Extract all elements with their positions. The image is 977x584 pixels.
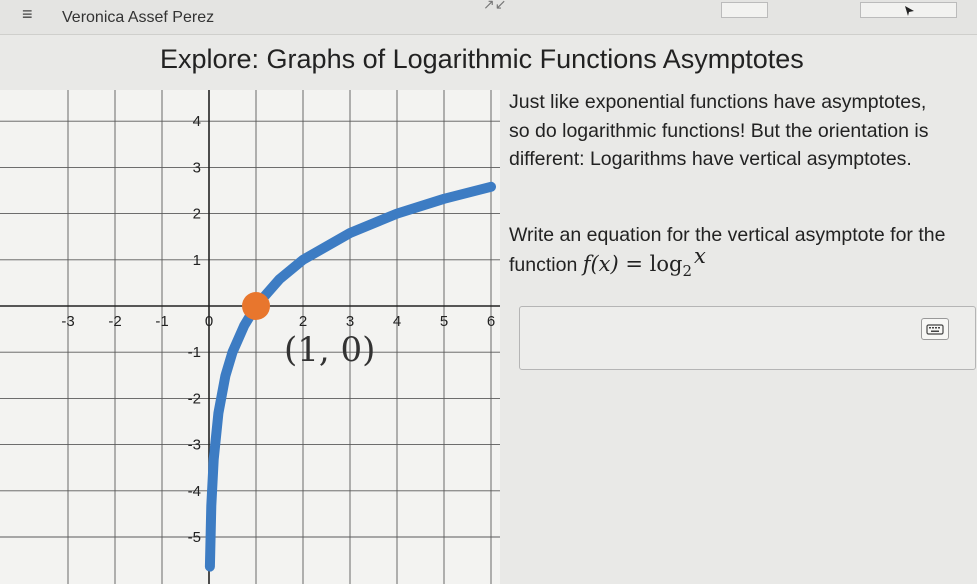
answer-input[interactable] [519, 306, 976, 370]
mouse-cursor-icon [905, 6, 915, 16]
x-tick-label: 0 [204, 313, 214, 330]
x-tick-label: 3 [345, 313, 355, 330]
point-label: (1, 0) [284, 330, 376, 370]
intro-paragraph: Just like exponential functions have asymptotes, so do logarithmic functions! But the orientation is different: Logarithms have vertical asymptotes. [509, 91, 929, 171]
x-tick-label: -2 [108, 313, 122, 330]
y-tick-label: 3 [192, 159, 201, 177]
graph-svg [0, 90, 500, 584]
user-name: Veronica Assef Perez [62, 9, 215, 26]
graph-background [0, 90, 500, 584]
log-graph [0, 90, 500, 584]
top-bar [0, 0, 977, 35]
question-text: Write an equation for the vertical asymptote for the function [509, 224, 946, 276]
y-tick-label: 4 [192, 113, 201, 131]
equation-base: 2 [682, 261, 693, 280]
y-tick-label: -5 [187, 529, 201, 546]
page-title: Explore: Graphs of Logarithmic Functions Asymptotes [160, 44, 804, 74]
y-tick-label: 2 [192, 205, 201, 223]
toolbar-button[interactable] [721, 2, 768, 18]
x-tick-label: 5 [439, 313, 449, 330]
y-tick-label: -4 [187, 482, 201, 500]
x-tick-label: -1 [155, 313, 169, 330]
equation-log: log [649, 251, 683, 276]
point-marker [242, 292, 270, 320]
expand-icon[interactable]: ↗↙ [483, 0, 507, 12]
x-tick-label: 4 [392, 313, 402, 330]
function-expression [582, 243, 706, 280]
y-tick-label: -1 [187, 344, 201, 362]
equation-arg: x [694, 243, 706, 268]
y-tick-label: 1 [192, 251, 201, 269]
x-tick-label: 6 [486, 313, 496, 330]
x-tick-label: 2 [298, 313, 308, 330]
x-tick-label: -3 [61, 313, 75, 330]
hamburger-menu-icon[interactable]: ≡ [22, 4, 33, 24]
question-paragraph [509, 221, 949, 285]
y-tick-label: -3 [187, 436, 201, 454]
equation-lhs: f(x) = [582, 251, 650, 276]
y-tick-label: -2 [187, 390, 201, 408]
keyboard-icon[interactable] [921, 318, 949, 340]
